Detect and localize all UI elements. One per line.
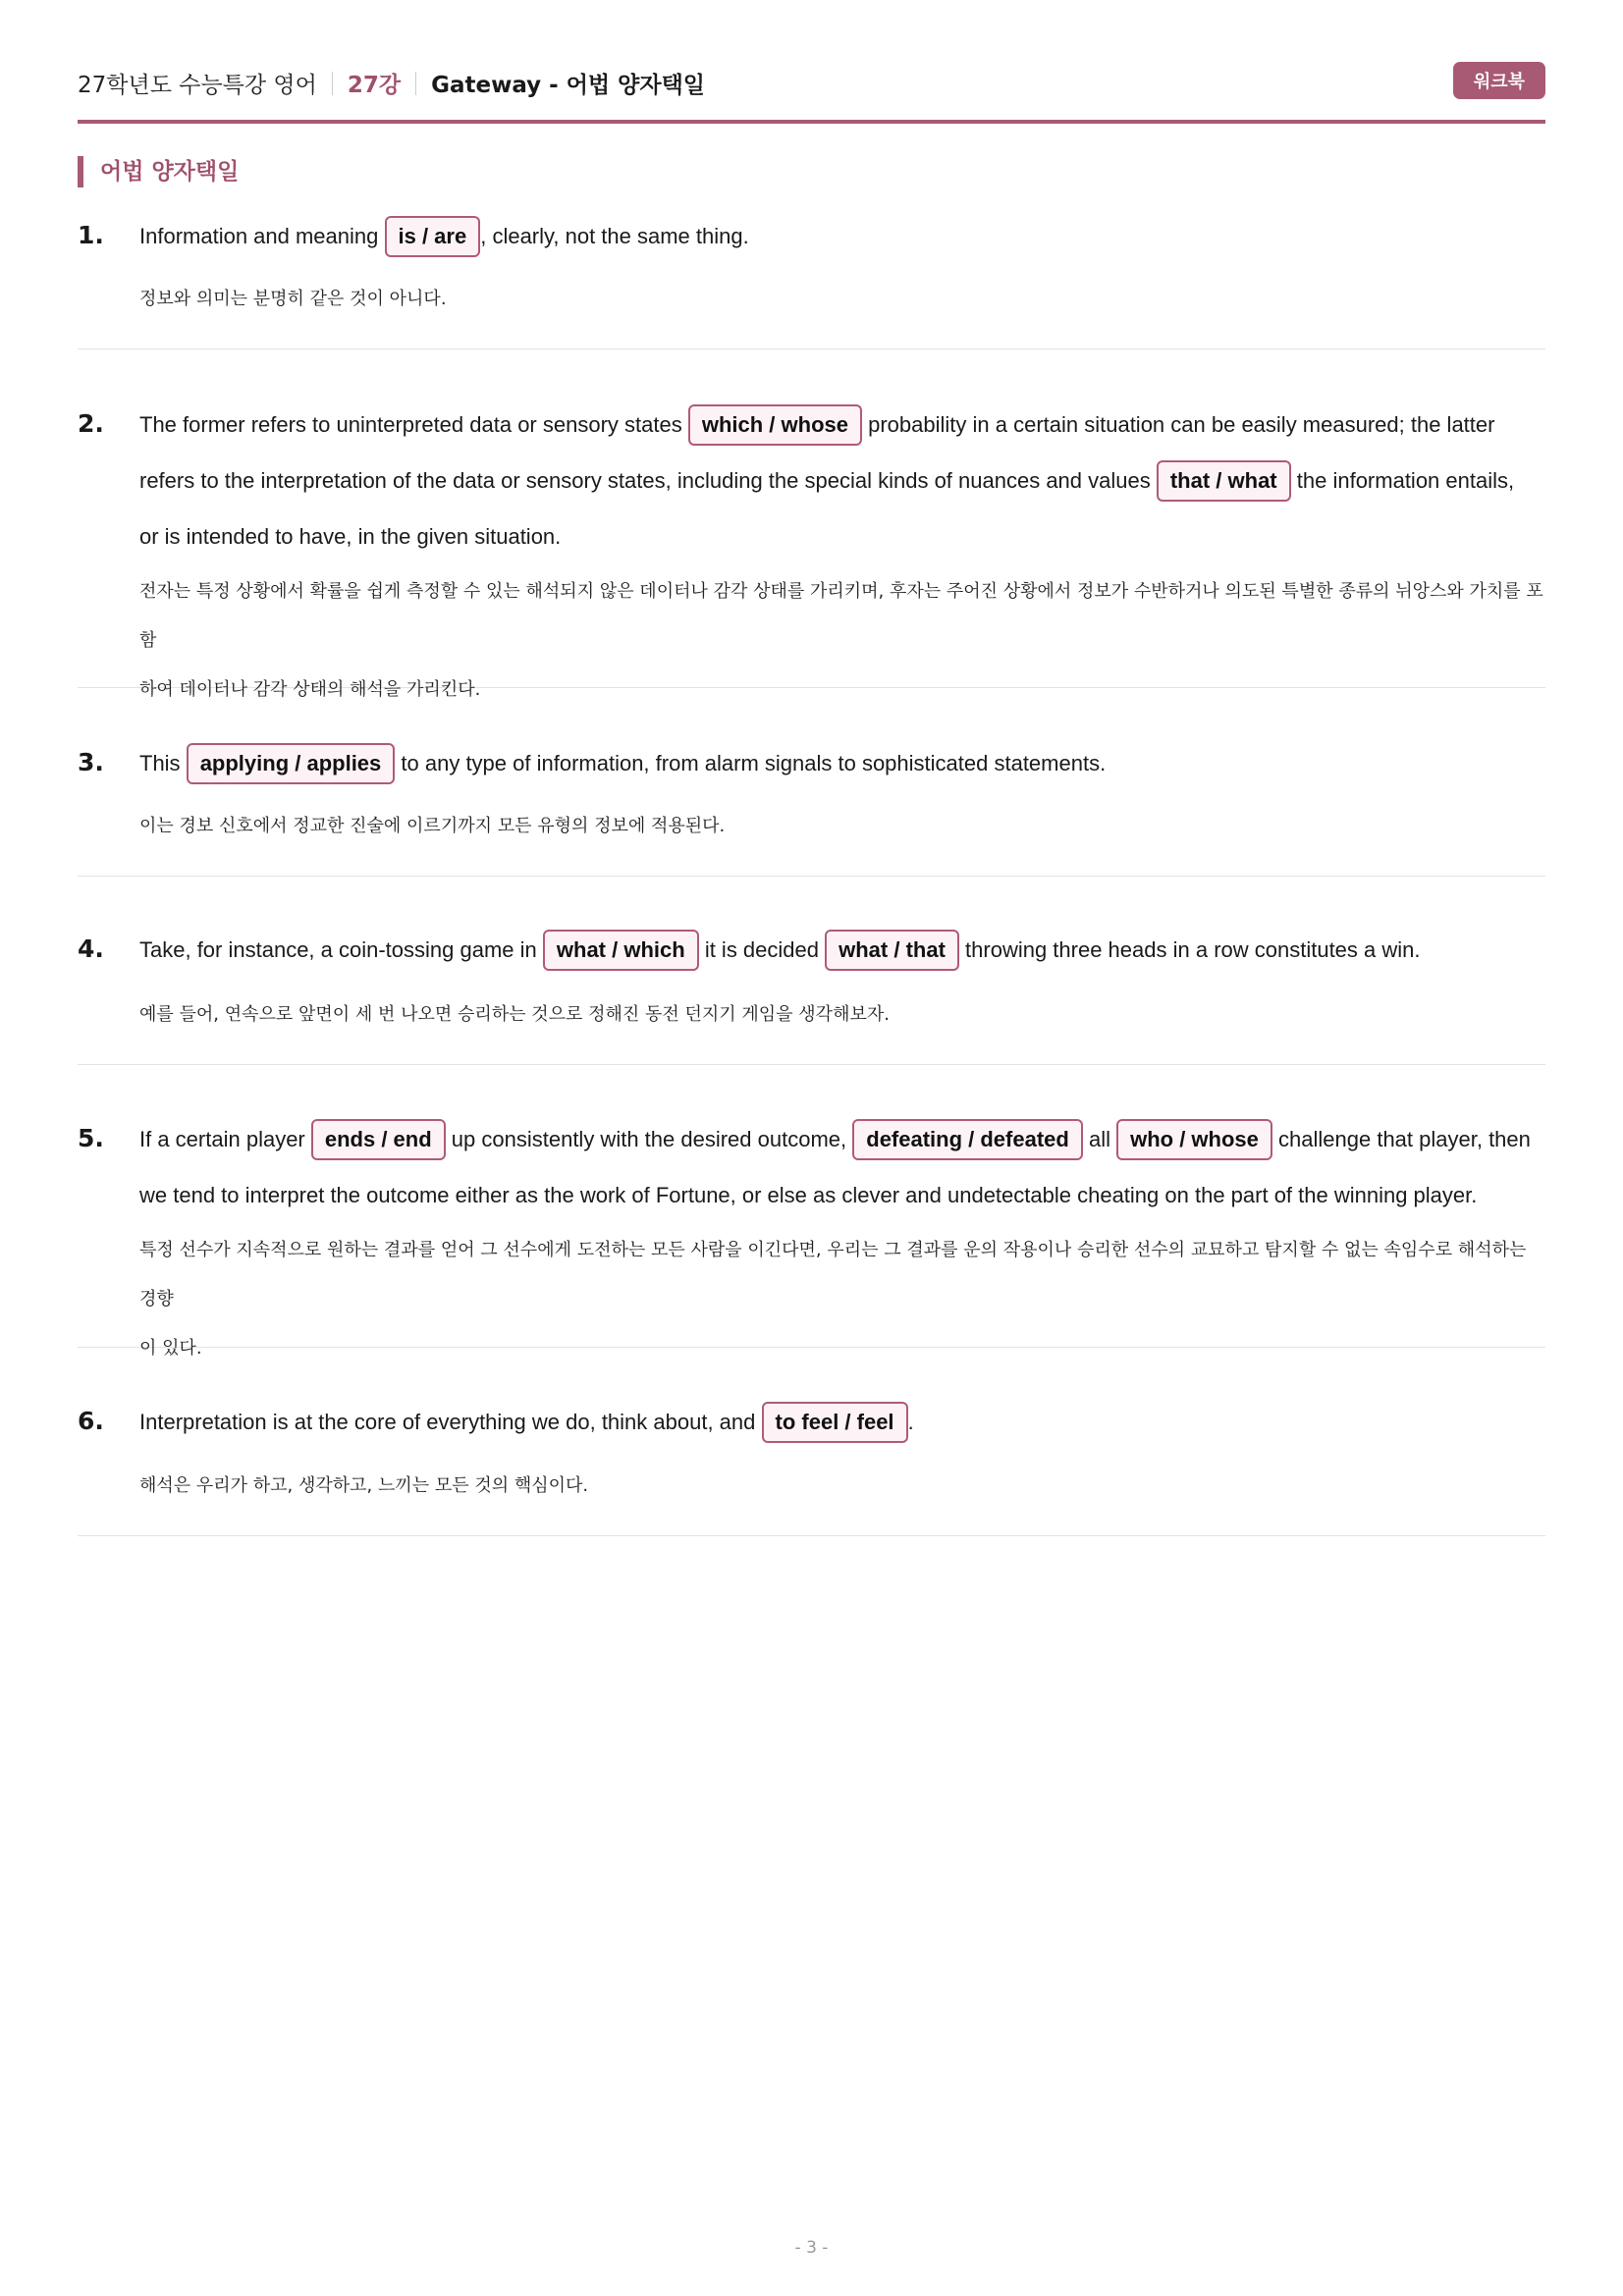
translation-text (139, 1226, 1545, 1373)
question-text (139, 1111, 1545, 1223)
translation-line: 해석은 우리가 하고, 생각하고, 느끼는 모든 것의 핵심이다. (139, 1475, 589, 1496)
question-number: 3. (78, 748, 104, 776)
text-segment: probability in a certain situation can be easily measured; the latter (868, 412, 1495, 437)
text-segment: the information entails, (1296, 468, 1515, 493)
choice-box[interactable]: to feel / feel (762, 1402, 908, 1443)
section-title: 어법 양자택일 (78, 156, 239, 187)
translation-text (139, 1462, 1545, 1511)
question-text (139, 397, 1545, 564)
header-left (78, 67, 705, 99)
page-number: - 3 - (794, 2238, 829, 2258)
translation-line: 전자는 특정 상황에서 확률을 쉽게 측정할 수 있는 해석되지 않은 데이터나 감각 상태를 가리키며, 후자는 주어진 상황에서 정보가 수반하거나 의도된 특별한 종류의 뉘앙스와 가치를 포함 (139, 581, 1543, 651)
translation-line: 이 있다. (139, 1338, 202, 1359)
text-segment: to any type of information, from alarm signals to sophisticated statements. (401, 751, 1107, 775)
question-text (139, 735, 1545, 791)
question-item (78, 1394, 1545, 1536)
text-segment: . (907, 1410, 914, 1434)
question-text (139, 922, 1545, 978)
text-line (139, 1167, 1545, 1223)
question-item (78, 397, 1545, 700)
translation-line: 정보와 의미는 분명히 같은 것이 아니다. (139, 289, 447, 309)
text-segment: , clearly, not the same thing. (480, 224, 749, 248)
choice-box[interactable]: which / whose (688, 404, 862, 446)
question-item (78, 1111, 1545, 1359)
question-number: 1. (78, 221, 104, 249)
translation-line: 예를 들어, 연속으로 앞면이 세 번 나오면 승리하는 것으로 정해진 동전 던지기 게임을 생각해보자. (139, 1004, 890, 1025)
text-line (139, 508, 1545, 564)
text-segment: challenge that player, then (1278, 1127, 1531, 1151)
text-segment: Take, for instance, a coin-tossing game in (139, 937, 537, 962)
translation-line: 하여 데이터나 감각 상태의 해석을 가리킨다. (139, 679, 481, 700)
question-item (78, 208, 1545, 349)
choice-box[interactable]: applying / applies (187, 743, 396, 784)
question-text (139, 208, 1545, 264)
page-header (78, 57, 1545, 124)
translation-text (139, 802, 1545, 851)
text-segment: throwing three heads in a row constitutes a win. (965, 937, 1421, 962)
text-segment: up consistently with the desired outcome, (451, 1127, 847, 1151)
translation-line: 이는 경보 신호에서 정교한 진술에 이르기까지 모든 유형의 정보에 적용된다. (139, 816, 726, 836)
question-item (78, 735, 1545, 877)
text-segment: Information and meaning (139, 224, 379, 248)
text-segment: This (139, 751, 181, 775)
text-segment: refers to the interpretation of the data or sensory states, including the special kinds of nuances and values (139, 468, 1151, 493)
text-segment: If a certain player (139, 1127, 305, 1151)
question-item (78, 922, 1545, 1065)
text-line (139, 397, 1545, 453)
choice-box[interactable]: ends / end (311, 1119, 446, 1160)
translation-line: 특정 선수가 지속적으로 원하는 결과를 얻어 그 선수에게 도전하는 모든 사람을 이긴다면, 우리는 그 결과를 운의 작용이나 승리한 선수의 교묘하고 탐지할 수 없는 속임수로 해석하는 경향 (139, 1240, 1527, 1309)
translation-text (139, 567, 1545, 715)
text-segment: all (1088, 1127, 1110, 1151)
text-segment: or is intended to have, in the given situation. (139, 524, 562, 549)
choice-box[interactable]: that / what (1157, 460, 1291, 502)
workbook-badge: 워크북 (1453, 62, 1545, 99)
translation-text (139, 275, 1545, 324)
text-segment: we tend to interpret the outcome either as the work of Fortune, or else as clever and undetectable cheating on the part of the winning player. (139, 1183, 1478, 1207)
translation-text (139, 990, 1545, 1040)
question-number: 2. (78, 409, 104, 438)
header-series: 27학년도 수능특강 영어 (78, 73, 317, 98)
choice-box[interactable]: defeating / defeated (852, 1119, 1083, 1160)
header-title: Gateway - 어법 양자택일 (431, 73, 706, 98)
question-number: 6. (78, 1407, 104, 1435)
header-divider (415, 72, 416, 95)
question-number: 4. (78, 934, 104, 963)
question-number: 5. (78, 1124, 104, 1152)
header-lecture: 27강 (347, 73, 402, 98)
choice-box[interactable]: is / are (385, 216, 481, 257)
choice-box[interactable]: what / which (543, 930, 699, 971)
question-text (139, 1394, 1545, 1450)
text-line (139, 1111, 1545, 1167)
text-segment: Interpretation is at the core of everything we do, think about, and (139, 1410, 756, 1434)
text-segment: it is decided (704, 937, 819, 962)
text-segment: The former refers to uninterpreted data or sensory states (139, 412, 682, 437)
choice-box[interactable]: what / that (825, 930, 959, 971)
choice-box[interactable]: who / whose (1116, 1119, 1272, 1160)
text-line (139, 453, 1545, 508)
header-divider (332, 72, 333, 95)
